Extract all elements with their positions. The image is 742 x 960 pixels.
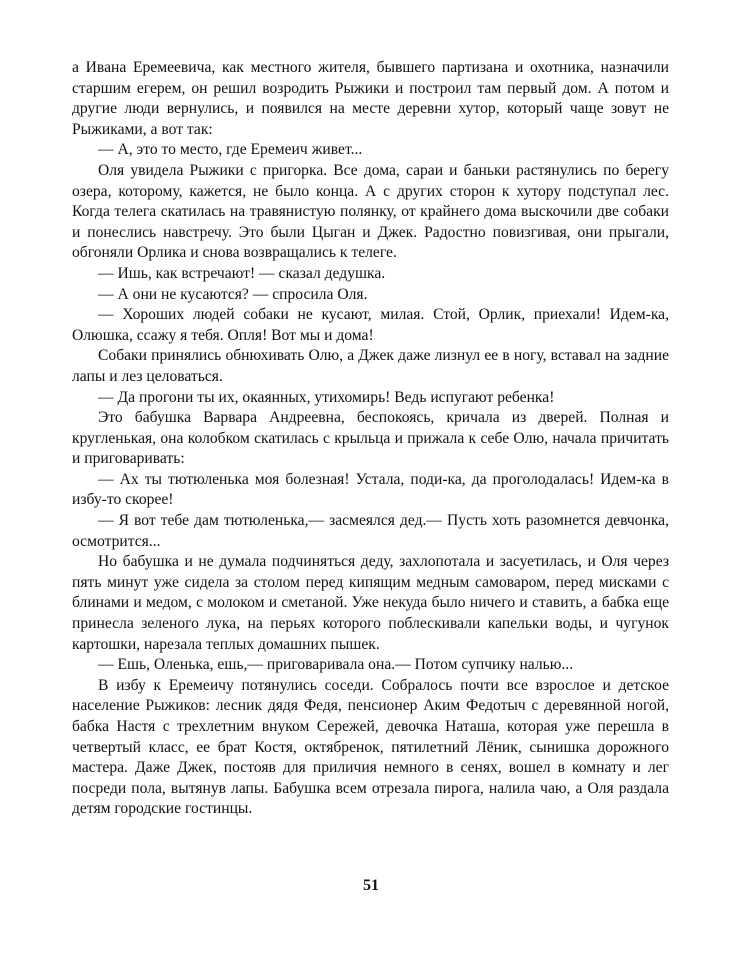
paragraph-13: — Ешь, Оленька, ешь,— приговаривала она.— Потом супчику налью... — [98, 656, 574, 674]
paragraph-7: Собаки принялись обнюхивать Олю, а Джек даже лизнул ее в ногу, вставал на задние лапы и лез целоваться. — [72, 347, 669, 385]
paragraph-2: — А, это то место, где Еремеич живет... — [98, 141, 363, 159]
paragraph-9: Это бабушка Варвара Андреевна, беспокоясь, кричала из дверей. Полная и кругленькая, она колобком скатилась с крыльца и прижала к себе Олю, начала причитать и приговаривать: — [72, 409, 669, 468]
paragraph-1: а Ивана Еремеевича, как местного жителя, бывшего партизана и охотника, назначили старшим егерем, он решил возродить Рыжики и построил там первый дом. А потом и другие люди вернулись, и появился на месте деревни хутор, который чаще зовут не Рыжиками, а вот так: — [72, 59, 669, 138]
paragraph-3: Оля увидела Рыжики с пригорка. Все дома, сараи и баньки растянулись по берегу озера, которому, кажется, не было конца. А с других сторон к хутору подступал лес. Когда телега скатилась на травянистую полянку, от крайнего дома выскочили две собаки и понеслись навстречу. Это были Цыган и Джек. Радостно повизгивая, они прыгали, обгоняли Орлика и снова возвращались к телеге. — [72, 161, 669, 262]
paragraph-8: — Да прогони ты их, окаянных, утихомирь! Ведь испугают ребенка! — [98, 388, 555, 406]
paragraph-5: — А они не кусаются? — спросила Оля. — [98, 285, 368, 303]
paragraph-10: — Ах ты тютюленька моя болезная! Устала, поди-ка, да проголодалась! Идем-ка в избу-то скорее! — [72, 470, 669, 509]
page-number: 51 — [363, 877, 379, 894]
paragraph-6: — Хороших людей собаки не кусают, милая. Стой, Орлик, приехали! Идем-ка, Олюшка, ссажу я тебя. Опля! Вот мы и дома! — [72, 306, 669, 344]
paragraph-14: В избу к Еремеичу потянулись соседи. Собралось почти все взрослое и детское население Рыжиков: лесник дядя Федя, пенсионер Аким Федотыч с деревянной ногой, бабка Настя с трехлетним внуком Сережей, девочка Наташа, которая уже перешла в четвертый класс, ее брат Костя, октябренок, пятилетний Лёник, сынишка дорожного мастера. Даже Джек, постояв для приличия немного в сенях, вошел в комнату и лег посреди пола, вытянув лапы. Бабушка всем отрезала пирога, налила чаю, а Оля раздала детям городские гостинцы. — [72, 676, 669, 818]
paragraph-4: — Ишь, как встречают! — сказал дедушка. — [98, 264, 386, 282]
page-body — [72, 58, 669, 820]
paragraph-12: Но бабушка и не думала подчиняться деду, захлопотала и засуетилась, и Оля через пять минут уже сидела за столом перед кипящим медным самоваром, перед мисками с блинами и медом, с молоком и сметаной. Уже некуда было ничего и ставить, а бабка еще принесла зеленого лука, на перьях которого поблескивали капельки воды, и чугунок картошки, нарезала теплых домашних пышек. — [72, 553, 669, 653]
paragraph-11: — Я вот тебе дам тютюленька,— засмеялся дед.— Пусть хоть разомнется девчонка, осмотрится... — [72, 512, 669, 550]
